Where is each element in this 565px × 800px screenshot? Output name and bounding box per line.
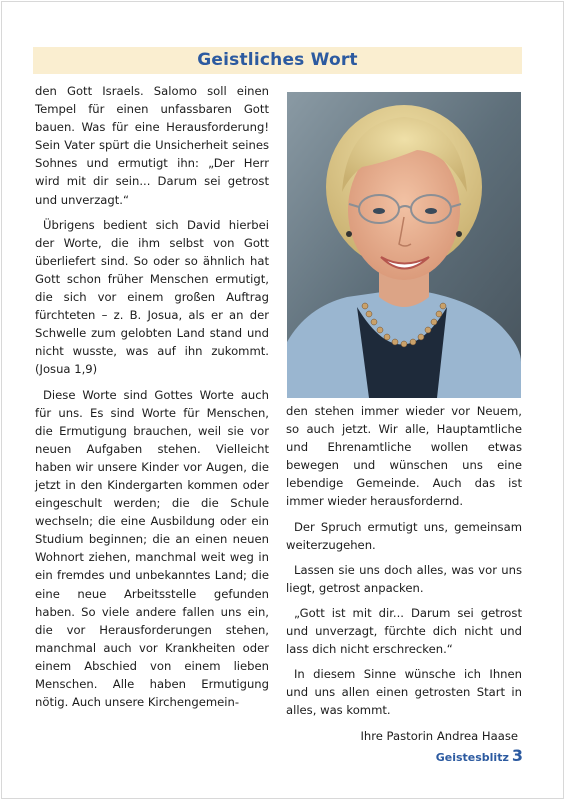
page-number: 3 [511,746,523,765]
page-footer [436,746,523,765]
portrait-illustration [287,92,521,398]
magazine-name: Geistesblitz [435,751,509,764]
paragraph: Der Spruch ermutigt uns, gemeinsam weiterzugehen. [286,519,522,552]
paragraph: „Gott ist mit dir... Darum sei getrost und unverzagt, fürchte dich nicht und lass dich nicht erschrecken.“ [286,605,522,657]
paragraph: Übrigens bedient sich David hierbei der Worte, die ihm selbst von Gott überliefert sind. So oder so ähnlich hat Gott schon früher Menschen ermutigt, die sich vor einem großen Auftrag fürchteten – z. B. Josua, als er an der Schwelle zum gelobten Land stand und nicht wusste, was auf ihn zukommt. (Josua 1,9) [35,217,269,377]
page-title: Geistliches Wort [197,50,358,70]
paragraph: den stehen immer wieder vor Neuem, so auch jetzt. Wir alle, Hauptamtliche und Ehrenamtliche wollen etwas bewegen und wünschen uns eine lebendige Gemeinde. Auch das ist immer wieder herausfordernd. [286,404,522,509]
right-column [286,402,522,745]
left-column [35,82,269,711]
portrait-photo [287,92,521,398]
paragraph: Lassen sie uns doch alles, was vor uns liegt, getrost anpacken. [286,562,522,595]
paragraph: Diese Worte sind Gottes Worte auch für uns. Es sind Worte für Menschen, die Ermutigung brauchen, weil sie vor neuen Aufgaben stehen. Vielleicht haben wir unsere Kinder vor Augen, die jetzt in den Kindergarten kommen oder eingeschult werden; die die Schule wechseln; die eine Ausbildung oder ein Studium beginnen; die an einen neuen Wohnort ziehen, manchmal weit weg in ein fremdes und unbekanntes Land; die eine neue Arbeitsstelle gefunden haben. So viele andere fallen uns ein, die vor Herausforderungen stehen, manchmal auch vor Krankheiten oder einem Abschied von einem lieben Menschen. Alle haben Ermutigung nötig. Auch unsere Kirchengemein- [35,387,269,710]
header-band [33,47,522,74]
signature: Ihre Pastorin Andrea Haase [360,728,518,743]
paragraph: den Gott Israels. Salomo soll einen Tempel für einen unfassbaren Gott bauen. Was für eine Herausforderung! Sein Vater spürt die Unsicherheit seines Sohnes und ermutigt ihn: „Der Herr wird mit dir sein... Darum sei getrost und unverzagt.“ [35,84,269,207]
paragraph: In diesem Sinne wünsche ich Ihnen und uns allen einen getrosten Start in alles, was kommt. [286,667,522,718]
